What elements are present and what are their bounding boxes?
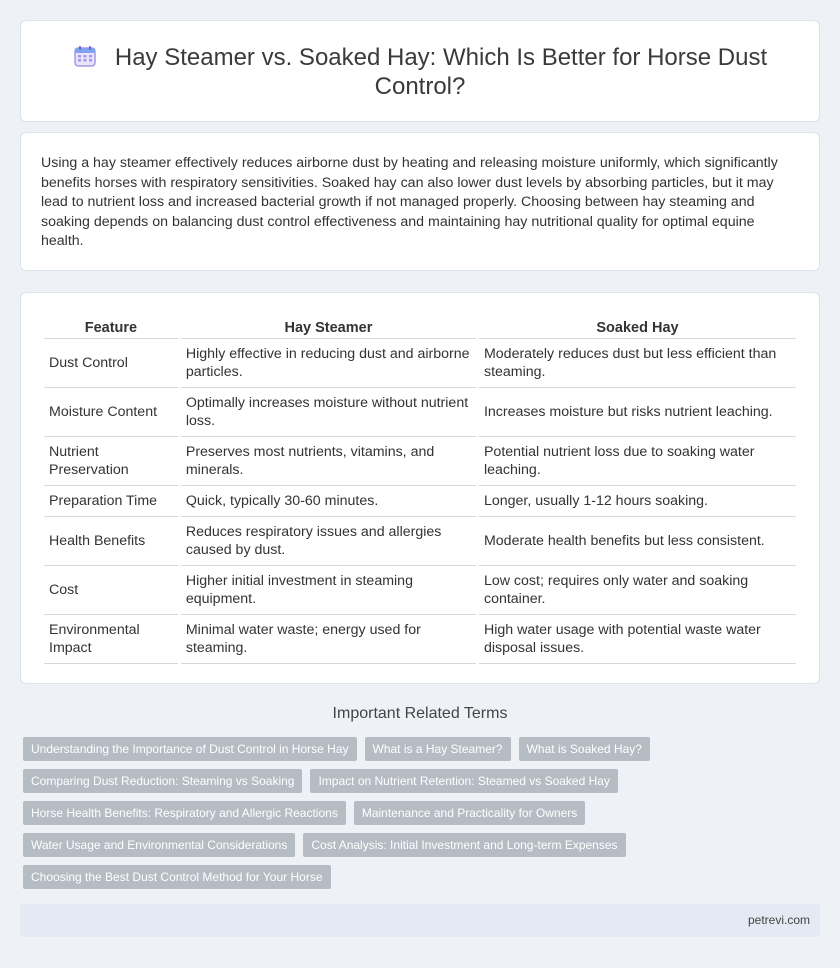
tag-row <box>23 801 823 825</box>
soaked-hay-cell: High water usage with potential waste water disposal issues. <box>479 615 796 664</box>
hay-steamer-cell: Reduces respiratory issues and allergies caused by dust. <box>181 517 476 566</box>
related-terms-list <box>23 737 823 897</box>
feature-cell: Environmental Impact <box>44 615 178 664</box>
comparison-card <box>20 292 820 684</box>
header-hay-steamer: Hay Steamer <box>181 315 476 339</box>
intro-paragraph: Using a hay steamer effectively reduces airborne dust by heating and releasing moisture uniformly, which significantly benefits horses with respiratory sensitivities. Soaked hay can also lower dust levels by absorbing particles, but it may lead to nutrient loss and increased bacterial growth if not managed properly. Choosing between hay steaming and soaking depends on balancing dust control effectiveness and maintaining hay nutritional quality for optimal equine health. <box>41 155 778 249</box>
header-feature: Feature <box>44 315 178 339</box>
tag-row <box>23 737 823 761</box>
feature-cell: Dust Control <box>44 339 178 388</box>
soaked-hay-cell: Longer, usually 1-12 hours soaking. <box>479 486 796 517</box>
table-row <box>44 615 796 664</box>
hay-steamer-cell: Minimal water waste; energy used for steaming. <box>181 615 476 664</box>
tag-row <box>23 769 823 793</box>
table-row <box>44 486 796 517</box>
page-title <box>61 43 779 101</box>
soaked-hay-cell: Potential nutrient loss due to soaking water leaching. <box>479 437 796 486</box>
site-link[interactable]: petrevi.com <box>747 913 810 927</box>
related-term-tag[interactable]: Cost Analysis: Initial Investment and Long-term Expenses <box>303 833 625 857</box>
related-term-tag[interactable]: Horse Health Benefits: Respiratory and Allergic Reactions <box>23 801 346 825</box>
table-row <box>44 388 796 437</box>
tag-row <box>23 865 823 889</box>
related-terms-heading: Important Related Terms <box>332 705 508 722</box>
feature-cell: Moisture Content <box>44 388 178 437</box>
feature-cell: Cost <box>44 566 178 615</box>
related-term-tag[interactable]: Understanding the Importance of Dust Control in Horse Hay <box>23 737 357 761</box>
feature-cell: Nutrient Preservation <box>44 437 178 486</box>
related-term-tag[interactable]: Maintenance and Practicality for Owners <box>354 801 585 825</box>
related-term-tag[interactable]: Comparing Dust Reduction: Steaming vs Soaking <box>23 769 302 793</box>
hay-steamer-cell: Higher initial investment in steaming equipment. <box>181 566 476 615</box>
table-row <box>44 566 796 615</box>
footer <box>20 904 820 937</box>
page-title-text: Hay Steamer vs. Soaked Hay: Which Is Better for Horse Dust Control? <box>114 44 768 100</box>
table-row <box>44 339 796 388</box>
title-card <box>20 20 820 122</box>
table-row <box>44 517 796 566</box>
related-term-tag[interactable]: What is Soaked Hay? <box>519 737 650 761</box>
intro-card <box>20 132 820 271</box>
feature-cell: Health Benefits <box>44 517 178 566</box>
table-row <box>44 437 796 486</box>
related-term-tag[interactable]: Choosing the Best Dust Control Method for Your Horse <box>23 865 331 889</box>
table-header-row <box>44 315 796 339</box>
soaked-hay-cell: Moderately reduces dust but less efficient than steaming. <box>479 339 796 388</box>
soaked-hay-cell: Increases moisture but risks nutrient leaching. <box>479 388 796 437</box>
tag-row <box>23 833 823 857</box>
hay-steamer-cell: Preserves most nutrients, vitamins, and minerals. <box>181 437 476 486</box>
soaked-hay-cell: Low cost; requires only water and soaking container. <box>479 566 796 615</box>
hay-steamer-cell: Highly effective in reducing dust and airborne particles. <box>181 339 476 388</box>
feature-cell: Preparation Time <box>44 486 178 517</box>
calendar-icon <box>73 44 97 68</box>
related-term-tag[interactable]: What is a Hay Steamer? <box>365 737 511 761</box>
soaked-hay-cell: Moderate health benefits but less consistent. <box>479 517 796 566</box>
related-term-tag[interactable]: Water Usage and Environmental Considerations <box>23 833 295 857</box>
related-term-tag[interactable]: Impact on Nutrient Retention: Steamed vs Soaked Hay <box>310 769 618 793</box>
hay-steamer-cell: Optimally increases moisture without nutrient loss. <box>181 388 476 437</box>
hay-steamer-cell: Quick, typically 30-60 minutes. <box>181 486 476 517</box>
header-soaked-hay: Soaked Hay <box>479 315 796 339</box>
comparison-table <box>41 315 799 664</box>
